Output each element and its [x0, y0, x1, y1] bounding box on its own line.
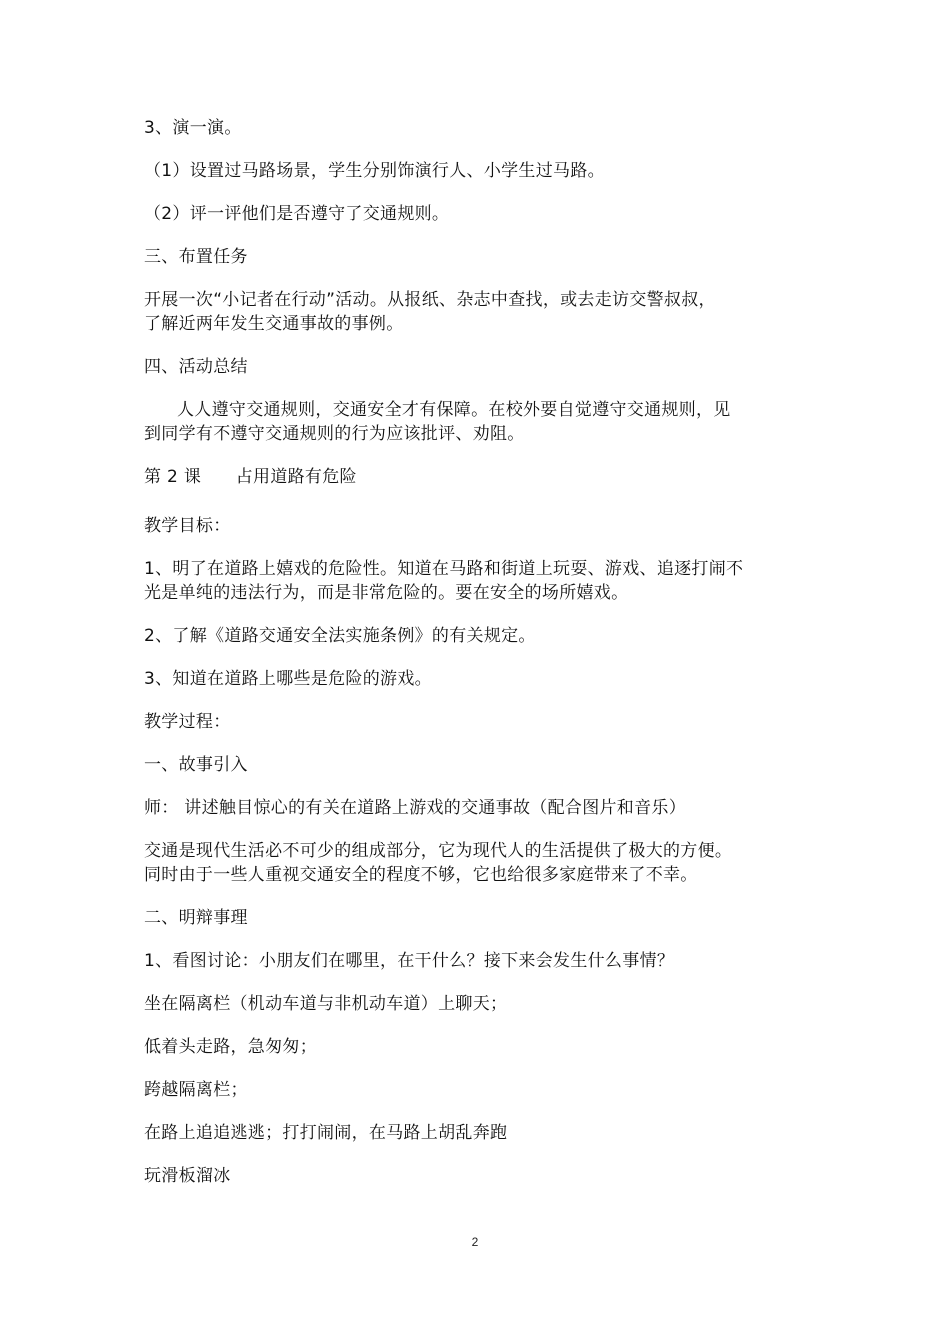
text-line-traffic-1: 交通是现代生活必不可少的组成部分，它为现代人的生活提供了极大的方便。 — [144, 841, 733, 861]
text-line-goal-3: 3、知道在道路上哪些是危险的游戏。 — [144, 669, 432, 689]
section-heading-reasoning: 二、明辩事理 — [144, 908, 248, 928]
text-line-discussion: 1、看图讨论：小朋友们在哪里，在干什么？接下来会发生什么事情？ — [144, 951, 675, 971]
text-line-traffic-2: 同时由于一些人重视交通安全的程度不够，它也给很多家庭带来了不幸。 — [144, 865, 698, 885]
text-line-example-4: 在路上追追逃逃；打打闹闹，在马路上胡乱奔跑 — [144, 1123, 508, 1143]
page-number: 2 — [471, 1235, 479, 1249]
lesson-title: 第 2 课 占用道路有危险 — [144, 467, 357, 487]
text-line-example-2: 低着头走路，急匆匆； — [144, 1037, 317, 1057]
text-line-summary-2: 到同学有不遵守交通规则的行为应该批评、劝阻。 — [144, 424, 525, 444]
text-line-summary-1: 人人遵守交通规则，交通安全才有保障。在校外要自觉遵守交通规则，见 — [177, 400, 731, 420]
section-heading-story: 一、故事引入 — [144, 755, 248, 775]
text-line-act-item-2: （2）评一评他们是否遵守了交通规则。 — [144, 204, 450, 224]
text-line-task-2: 了解近两年发生交通事故的事例。 — [144, 314, 404, 334]
section-heading-assign-task: 三、布置任务 — [144, 247, 248, 267]
text-line-step-3-act: 3、演一演。 — [144, 118, 242, 138]
heading-teaching-process: 教学过程： — [144, 712, 231, 732]
text-line-example-1: 坐在隔离栏（机动车道与非机动车道）上聊天； — [144, 994, 508, 1014]
text-line-goal-1a: 1、明了在道路上嬉戏的危险性。知道在马路和街道上玩耍、游戏、追逐打闹不 — [144, 559, 744, 579]
text-line-goal-2: 2、了解《道路交通安全法实施条例》的有关规定。 — [144, 626, 536, 646]
heading-teaching-goals: 教学目标： — [144, 516, 231, 536]
text-line-goal-1b: 光是单纯的违法行为，而是非常危险的。要在安全的场所嬉戏。 — [144, 583, 629, 603]
text-line-act-item-1: （1）设置过马路场景，学生分别饰演行人、小学生过马路。 — [144, 161, 605, 181]
text-line-example-5: 玩滑板溜冰 — [144, 1166, 231, 1186]
text-line-teacher: 师： 讲述触目惊心的有关在道路上游戏的交通事故（配合图片和音乐） — [144, 798, 687, 818]
section-heading-summary: 四、活动总结 — [144, 357, 248, 377]
text-line-example-3: 跨越隔离栏； — [144, 1080, 248, 1100]
text-line-task-1: 开展一次“小记者在行动”活动。从报纸、杂志中查找，或去走访交警叔叔， — [144, 290, 716, 310]
